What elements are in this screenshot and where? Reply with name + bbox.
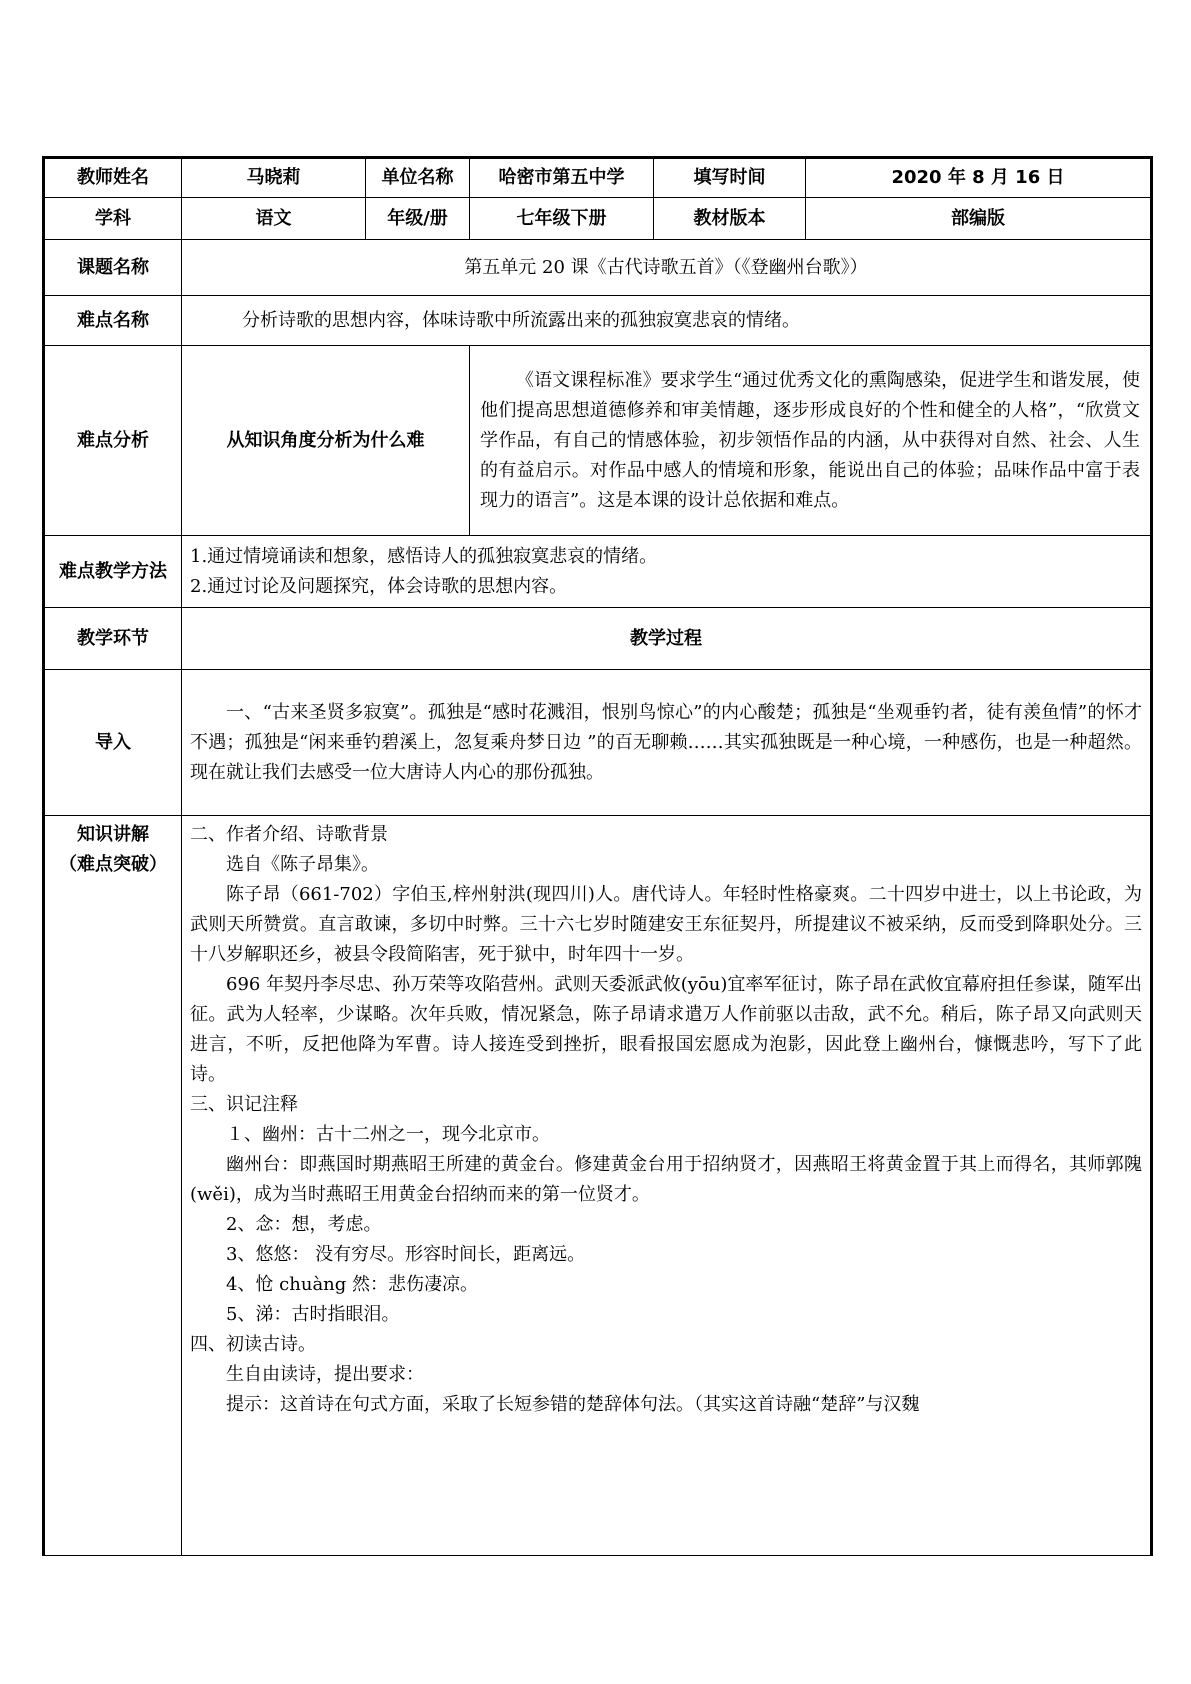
knowledge-paragraph: 三、识记注释 (190, 1094, 298, 1115)
analysis-label: 难点分析 (44, 346, 182, 536)
knowledge-paragraph: 陈子昂（661-702）字伯玉,梓州射洪(现四川)人。唐代诗人。年轻时性格豪爽。二十四岁中进士，以上书论政，为武则天所赞赏。直言敢谏，多切中时弊。三十六七岁时随建安王东征契丹，所提建议不被采纳，反而受到降职处分。三十八岁解职还乡，被县令段简陷害，死于狱中，时年四十一岁。 (190, 884, 1142, 965)
unit-name-value: 哈密市第五中学 (470, 158, 654, 198)
analysis-cell (470, 346, 1152, 536)
intro-cell (182, 670, 1152, 816)
intro-label: 导入 (44, 670, 182, 816)
knowledge-label-line1: 知识讲解 (77, 824, 149, 845)
knowledge-paragraph: 幽州台：即燕国时期燕昭王所建的黄金台。修建黄金台用于招纳贤才，因燕昭王将黄金置于其上而得名，其师郭隗(wěi)，成为当时燕昭王用黄金台招纳而来的第一位贤才。 (190, 1154, 1142, 1205)
knowledge-paragraph: 生自由读诗，提出要求： (226, 1364, 424, 1385)
method-item: 2.通过讨论及问题探究，体会诗歌的思想内容。 (190, 575, 568, 597)
knowledge-paragraph: 二、作者介绍、诗歌背景 (190, 824, 388, 845)
knowledge-cell (182, 816, 1152, 1556)
knowledge-paragraph: 696 年契丹李尽忠、孙万荣等攻陷营州。武则天委派武攸(yōu)宜率军征讨，陈子昂在武攸宜幕府担任参谋，随军出征。武为人轻率，少谋略。次年兵败，情况紧急，陈子昂请求遣万人作前驱以击敌，武不允。稍后，陈子昂又向武则天进言，不听，反把他降为军曹。诗人接连受到挫折，眼看报国宏愿成为泡影，因此登上幽州台，慷慨悲吟，写下了此诗。 (190, 974, 1142, 1085)
knowledge-label-line2: （难点突破） (59, 854, 167, 875)
edition-label: 教材版本 (654, 198, 806, 240)
difficulty-value: 分析诗歌的思想内容，体味诗歌中所流露出来的孤独寂寞悲哀的情绪。 (182, 296, 1152, 346)
topic-label: 课题名称 (44, 240, 182, 296)
stage-label: 教学环节 (44, 608, 182, 670)
difficulty-label: 难点名称 (44, 296, 182, 346)
method-cell (182, 536, 1152, 608)
fill-date-label: 填写时间 (654, 158, 806, 198)
lesson-plan-table (42, 156, 1153, 1556)
knowledge-label (44, 816, 182, 1556)
edition-value: 部编版 (806, 198, 1152, 240)
grade-label: 年级/册 (366, 198, 470, 240)
knowledge-paragraph: 3、悠悠： 没有穷尽。形容时间长，距离远。 (226, 1244, 586, 1265)
knowledge-paragraph: 2、念：想，考虑。 (226, 1214, 382, 1235)
knowledge-paragraph: 四、初读古诗。 (190, 1334, 316, 1355)
grade-value: 七年级下册 (470, 198, 654, 240)
fill-date-value: 2020 年 8 月 16 日 (806, 158, 1152, 198)
analysis-text: 《语文课程标准》要求学生“通过优秀文化的熏陶感染，促进学生和谐发展，使他们提高思想道德修养和审美情趣，逐步形成良好的个性和健全的人格”，“欣赏文学作品，有自己的情感体验，初步领悟作品的内涵，从中获得对自然、社会、人生的有益启示。对作品中感人的情境和形象，能说出自己的体验；品味作品中富于表现力的语言”。这是本课的设计总依据和难点。 (480, 369, 1140, 511)
process-label: 教学过程 (182, 608, 1152, 670)
knowledge-paragraph: １、幽州：古十二州之一，现今北京市。 (226, 1124, 550, 1145)
knowledge-paragraph: 5、涕：古时指眼泪。 (226, 1304, 400, 1325)
method-item: 1.通过情境诵读和想象，感悟诗人的孤独寂寞悲哀的情绪。 (190, 545, 658, 567)
method-label: 难点教学方法 (44, 536, 182, 608)
unit-name-label: 单位名称 (366, 158, 470, 198)
knowledge-paragraph: 选自《陈子昂集》。 (226, 854, 379, 875)
analysis-sub-label: 从知识角度分析为什么难 (182, 346, 470, 536)
subject-label: 学科 (44, 198, 182, 240)
teacher-name-value: 马晓莉 (182, 158, 366, 198)
knowledge-paragraph: 提示：这首诗在句式方面，采取了长短参错的楚辞体句法。（其实这首诗融“楚辞”与汉魏 (226, 1394, 920, 1415)
knowledge-paragraph: 4、怆 chuàng 然：悲伤凄凉。 (226, 1274, 479, 1295)
topic-value: 第五单元 20 课《古代诗歌五首》（《登幽州台歌》） (182, 240, 1152, 296)
subject-value: 语文 (182, 198, 366, 240)
teacher-name-label: 教师姓名 (44, 158, 182, 198)
intro-text: 一、“古来圣贤多寂寞”。孤独是“感时花溅泪，恨别鸟惊心”的内心酸楚；孤独是“坐观垂钓者，徒有羡鱼情”的怀才不遇；孤独是“闲来垂钓碧溪上，忽复乘舟梦日边 ”的百无聊赖……其实孤独既是一种心境，一种感伤，也是一种超然。现在就让我们去感受一位大唐诗人内心的那份孤独。 (190, 701, 1142, 783)
